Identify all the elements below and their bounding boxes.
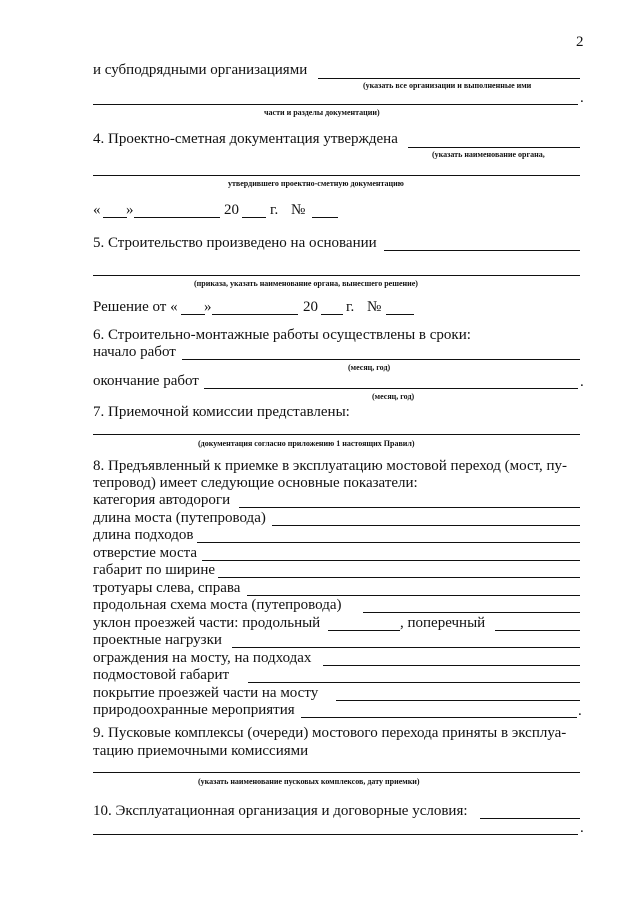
- item5-line[interactable]: [384, 250, 580, 251]
- field-underbridge-clearance-input[interactable]: [248, 682, 580, 683]
- field-barriers-input[interactable]: [323, 665, 580, 666]
- item6-start-label: начало работ: [93, 344, 176, 360]
- field-slope-longitudinal-label: уклон проезжей части: продольный: [93, 615, 321, 631]
- item5-year: 20: [303, 299, 318, 315]
- field-road-category-label: категория автодороги: [93, 492, 231, 508]
- item4-line-2[interactable]: [93, 175, 580, 176]
- field-width-clearance-input[interactable]: [218, 577, 580, 578]
- subcontract-dot: .: [580, 90, 584, 106]
- item10-label: 10. Эксплуатационная организация и договорные условия:: [93, 803, 468, 819]
- item6-start-field[interactable]: [182, 359, 580, 360]
- field-sidewalks-input[interactable]: [247, 595, 580, 596]
- item4-year-suffix: г.: [270, 202, 279, 218]
- item9-line[interactable]: [93, 772, 580, 773]
- item4-year-field[interactable]: [242, 217, 266, 218]
- field-bridge-length-input[interactable]: [272, 525, 580, 526]
- subcontract-hint2: части и разделы документации): [264, 108, 380, 117]
- item4-date-mid: »: [126, 202, 134, 218]
- item6-start-hint: (месяц, год): [348, 363, 391, 372]
- item5-hint: (приказа, указать наименование органа, вынесшего решение): [194, 279, 418, 288]
- field-road-category-input[interactable]: [239, 507, 580, 508]
- field-approach-length-label: длина подходов: [93, 527, 194, 543]
- item9-line1: 9. Пусковые комплексы (очереди) мостового перехода приняты в эксплуа-: [93, 725, 567, 741]
- item5-year-suffix: г.: [346, 299, 355, 315]
- item7-label: 7. Приемочной комиссии представлены:: [93, 404, 350, 420]
- field-slope-longitudinal-input[interactable]: [328, 630, 400, 631]
- field-width-clearance-label: габарит по ширине: [93, 562, 215, 578]
- subcontract-label: и субподрядными организациями: [93, 62, 308, 78]
- field-surface-label: покрытие проезжей части на мосту: [93, 685, 319, 701]
- item10-line-2[interactable]: [93, 834, 578, 835]
- field-underbridge-clearance-label: подмостовой габарит: [93, 667, 230, 683]
- field-bridge-opening-input[interactable]: [202, 560, 580, 561]
- subcontract-line-2[interactable]: [93, 104, 578, 105]
- item5-decision-label: Решение от «: [93, 299, 178, 315]
- field-bridge-length-label: длина моста (путепровода): [93, 510, 266, 526]
- item4-hint2: утвердившего проектно-сметную документацию: [228, 179, 404, 188]
- item5-number-field[interactable]: [386, 314, 414, 315]
- item5-date-mid: »: [204, 299, 212, 315]
- field-longitudinal-scheme-label: продольная схема моста (путепровода): [93, 597, 342, 613]
- field-slope-transverse-label: , поперечный: [400, 615, 486, 631]
- item6-end-hint: (месяц, год): [372, 392, 415, 401]
- item8-line1: 8. Предъявленный к приемке в эксплуатацию мостовой переход (мост, пу-: [93, 458, 568, 474]
- item6-end-field[interactable]: [204, 388, 578, 389]
- item4-month-field[interactable]: [134, 217, 220, 218]
- item7-hint: (документация согласно приложению 1 настоящих Правил): [198, 439, 415, 448]
- item4-number-field[interactable]: [312, 217, 338, 218]
- item4-number-sign: №: [291, 202, 306, 218]
- field-environmental-dot: .: [578, 703, 582, 719]
- item5-number-sign: №: [367, 299, 382, 315]
- item7-line[interactable]: [93, 434, 580, 435]
- field-bridge-opening-label: отверстие моста: [93, 545, 198, 561]
- field-surface-input[interactable]: [336, 700, 580, 701]
- field-slope-transverse-input[interactable]: [495, 630, 580, 631]
- item4-label: 4. Проектно-сметная документация утверждена: [93, 131, 398, 147]
- item5-day-field[interactable]: [181, 314, 205, 315]
- subcontract-hint1: (указать все организации и выполненные ими: [363, 81, 532, 90]
- field-design-loads-label: проектные нагрузки: [93, 632, 222, 648]
- item10-line[interactable]: [480, 818, 580, 819]
- item5-label: 5. Строительство произведено на основании: [93, 235, 377, 251]
- item6-end-dot: .: [580, 374, 584, 390]
- item5-month-field[interactable]: [212, 314, 298, 315]
- item6-end-label: окончание работ: [93, 373, 199, 389]
- field-environmental-input[interactable]: [301, 717, 577, 718]
- item9-hint: (указать наименование пусковых комплексов, дату приемки): [198, 777, 420, 786]
- item5-year-field[interactable]: [321, 314, 343, 315]
- field-sidewalks-label: тротуары слева, справа: [93, 580, 241, 596]
- field-longitudinal-scheme-input[interactable]: [363, 612, 580, 613]
- item8-line2: тепровод) имеет следующие основные показатели:: [93, 475, 418, 491]
- subcontract-line[interactable]: [318, 78, 580, 79]
- field-approach-length-input[interactable]: [197, 542, 580, 543]
- field-environmental-label: природоохранные мероприятия: [93, 702, 295, 718]
- field-design-loads-input[interactable]: [232, 647, 580, 648]
- item10-dot: .: [580, 820, 584, 836]
- item4-date-open: «: [93, 202, 101, 218]
- field-barriers-label: ограждения на мосту, на подходах: [93, 650, 312, 666]
- item5-line-2[interactable]: [93, 275, 580, 276]
- item4-day-field[interactable]: [103, 217, 127, 218]
- item4-hint1: (указать наименование органа,: [432, 150, 545, 159]
- page-number: 2: [576, 34, 584, 50]
- item6-label: 6. Строительно-монтажные работы осуществлены в сроки:: [93, 327, 471, 343]
- item4-line[interactable]: [408, 147, 580, 148]
- item9-line2: тацию приемочными комиссиями: [93, 743, 309, 759]
- item4-year: 20: [224, 202, 239, 218]
